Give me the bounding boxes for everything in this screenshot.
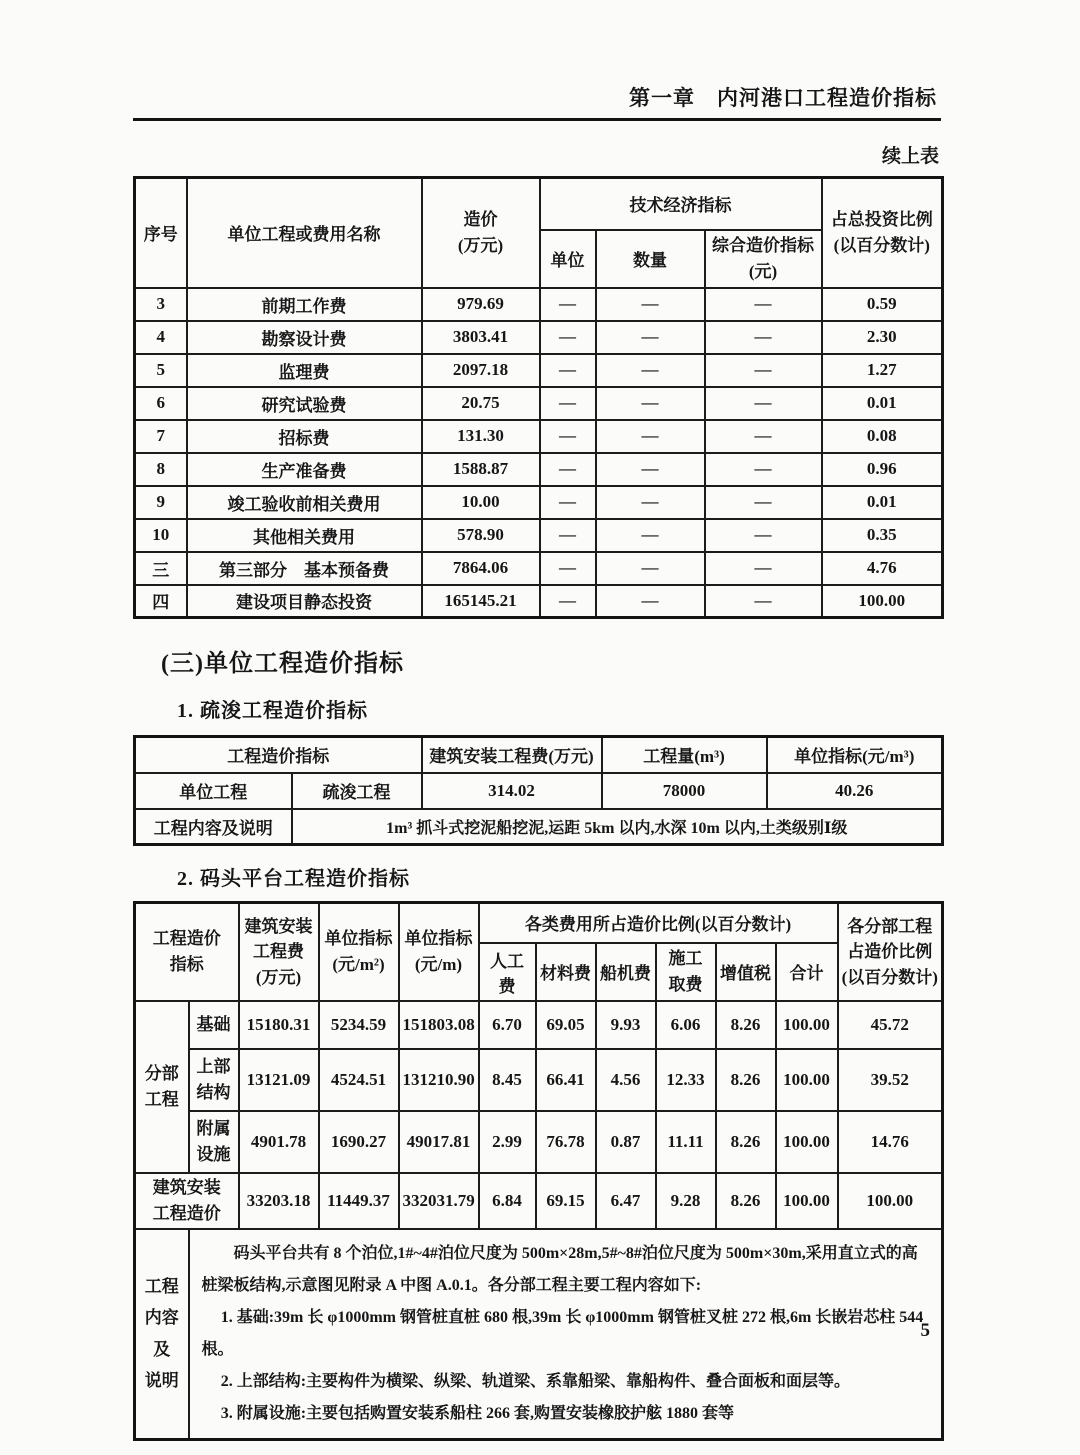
header-unit-m: [399, 903, 479, 1001]
notes-paragraph: 3. 附属设施:主要包括购置安装系船柱 266 套,购置安装橡胶护舷 1880 套等: [220, 1404, 735, 1422]
cell-unit: —: [540, 486, 596, 519]
table-row: [135, 773, 943, 809]
cell-part-name: [189, 1049, 239, 1111]
cell-index: —: [705, 552, 822, 585]
cell-value: 0.87: [596, 1111, 656, 1173]
cell-ratio: 0.96: [822, 453, 943, 486]
header-ratio: [822, 178, 943, 288]
cell-name: 生产准备费: [187, 453, 422, 486]
cell-value: 332031.79: [399, 1173, 479, 1229]
cell-index: —: [705, 453, 822, 486]
table-row: [135, 321, 943, 354]
notes-label-line4: 说明: [144, 1370, 179, 1390]
cell-cost: 1588.87: [422, 453, 540, 486]
header-ratio-line1: 占总投资比例: [830, 210, 933, 230]
table-row: [135, 519, 943, 552]
cell-index: —: [705, 288, 822, 321]
header-labor: 人工费: [479, 943, 536, 1001]
cost-summary-table: [133, 176, 944, 619]
cell-name: 第三部分 基本预备费: [187, 552, 422, 585]
header-fee-line2: 取费: [668, 974, 703, 994]
cell-name: 勘察设计费: [187, 321, 422, 354]
header-index: [705, 230, 822, 288]
cell-value: 4.56: [596, 1049, 656, 1111]
cell-ratio: 1.27: [822, 354, 943, 387]
note-label: 工程内容及说明: [135, 809, 292, 845]
continued-table-label: 续上表: [881, 146, 939, 167]
cell-index: —: [705, 354, 822, 387]
header-unit-m-line1: 单位指标: [404, 929, 473, 949]
cell-seq: 7: [135, 420, 187, 453]
total-row-label: [135, 1173, 239, 1229]
header-qty: 数量: [596, 230, 705, 288]
part-name-line2: 设施: [196, 1144, 231, 1164]
cell-part-name: [189, 1001, 239, 1049]
table-row: [135, 1001, 943, 1049]
cell-cost: 20.75: [422, 387, 540, 420]
header-cost-line3: (万元): [255, 967, 302, 987]
header-cost-line1: 建筑安装: [244, 916, 313, 936]
header-title-line2: 指标: [169, 954, 204, 974]
cell-value: 100.00: [776, 1111, 838, 1173]
cell-seq: 6: [135, 387, 187, 420]
header-unit-m-line2: (元/m): [414, 954, 463, 974]
cell-value: 131210.90: [399, 1049, 479, 1111]
cell-value: 76.78: [536, 1111, 596, 1173]
table-header-row: [135, 737, 943, 773]
table-row: [135, 420, 943, 453]
cell-value: 100.00: [776, 1173, 838, 1229]
cell-qty: —: [596, 552, 705, 585]
table-row: [135, 1111, 943, 1173]
cell-unit: —: [540, 354, 596, 387]
table-row: [135, 585, 943, 618]
notes-paragraph: 2. 上部结构:主要构件为横梁、纵梁、轨道梁、系靠船梁、靠船构件、叠合面板和面层等。: [220, 1372, 851, 1390]
cell-seq: 4: [135, 321, 187, 354]
notes-content: [189, 1229, 943, 1440]
cell-cost: 314.02: [422, 773, 602, 809]
page-number: 5: [920, 1320, 930, 1341]
cell-value: 45.72: [838, 1001, 943, 1049]
cell-name: 研究试验费: [187, 387, 422, 420]
table-row: [135, 1049, 943, 1111]
cell-value: 15180.31: [239, 1001, 319, 1049]
section-heading: (三)单位工程造价指标: [161, 651, 404, 677]
cell-unit-index: 40.26: [767, 773, 943, 809]
cell-ratio: 0.59: [822, 288, 943, 321]
cell-qty: —: [596, 420, 705, 453]
cell-unit: —: [540, 585, 596, 618]
dredging-cost-table: [133, 735, 944, 846]
cell-value: 6.47: [596, 1173, 656, 1229]
cell-value: 8.26: [716, 1049, 776, 1111]
cell-ratio: 0.01: [822, 387, 943, 420]
header-total: 合计: [776, 943, 838, 1001]
header-unit-m2-line1: 单位指标: [324, 929, 393, 949]
header-ratio-line2: (以百分数计): [833, 235, 930, 255]
notes-label-line2: 内容: [144, 1308, 179, 1328]
cell-value: 69.15: [536, 1173, 596, 1229]
header-unit-m2-line2: (元/m²): [332, 954, 385, 974]
cell-value: 151803.08: [399, 1001, 479, 1049]
total-label-line2: 工程造价: [152, 1203, 221, 1223]
header-title-line1: 工程造价: [152, 929, 221, 949]
cell-name: 前期工作费: [187, 288, 422, 321]
header-fee-line1: 施工: [668, 949, 703, 968]
cell-value: 49017.81: [399, 1111, 479, 1173]
total-label-line1: 建筑安装: [152, 1178, 221, 1197]
cell-qty: —: [596, 453, 705, 486]
cell-value: 6.84: [479, 1173, 536, 1229]
cell-category: 单位工程: [135, 773, 292, 809]
cell-cost: 2097.18: [422, 354, 540, 387]
subsection-heading-dredging: 1. 疏浚工程造价指标: [177, 700, 368, 722]
header-unit-m2: [319, 903, 399, 1001]
header-share-line1: 各分部工程: [847, 916, 933, 936]
cell-seq: 5: [135, 354, 187, 387]
cell-unit: —: [540, 321, 596, 354]
cell-project: 疏浚工程: [292, 773, 422, 809]
cell-value: 69.05: [536, 1001, 596, 1049]
header-cost: [239, 903, 319, 1001]
header-share-line2: 占造价比例: [847, 942, 933, 961]
cell-value: 33203.18: [239, 1173, 319, 1229]
part-name-line1: 附属: [196, 1119, 231, 1138]
cell-quantity: 78000: [602, 773, 767, 809]
cell-seq: 三: [135, 552, 187, 585]
notes-label: [135, 1229, 189, 1440]
cell-value: 8.26: [716, 1173, 776, 1229]
header-cost-line2: (万元): [457, 235, 504, 255]
table-row: [135, 288, 943, 321]
part-name-line1: 上部: [196, 1057, 231, 1076]
chapter-title: 第一章 内河港口工程造价指标: [629, 86, 937, 110]
cell-value: 2.99: [479, 1111, 536, 1173]
header-unit-index: 单位指标(元/m³): [767, 737, 943, 773]
cell-value: 11449.37: [319, 1173, 399, 1229]
table-note-row: [135, 809, 943, 845]
header-seq: 序号: [135, 178, 187, 288]
cell-unit: —: [540, 420, 596, 453]
cell-value: 6.06: [656, 1001, 716, 1049]
cell-value: 11.11: [656, 1111, 716, 1173]
header-unit: 单位: [540, 230, 596, 288]
wharf-cost-table: [133, 901, 944, 1441]
cell-index: —: [705, 486, 822, 519]
cell-value: 4901.78: [239, 1111, 319, 1173]
cell-value: 6.70: [479, 1001, 536, 1049]
subsection-heading-wharf: 2. 码头平台工程造价指标: [177, 868, 410, 890]
cell-unit: —: [540, 552, 596, 585]
notes-paragraph: 码头平台共有 8 个泊位,1#~4#泊位尺度为 500m×28m,5#~8#泊位尺度为 500m×30m,采用直立式的高桩梁板结构,示意图见附录 A 中图 A.0.1。各分部工程主要工程内容如下:: [201, 1244, 918, 1294]
cell-seq: 8: [135, 453, 187, 486]
cell-seq: 9: [135, 486, 187, 519]
cell-value: 9.28: [656, 1173, 716, 1229]
cell-index: —: [705, 585, 822, 618]
cell-ratio: 4.76: [822, 552, 943, 585]
cell-unit: —: [540, 519, 596, 552]
cell-name: 其他相关费用: [187, 519, 422, 552]
header-name: 单位工程或费用名称: [187, 178, 422, 288]
cell-name: 建设项目静态投资: [187, 585, 422, 618]
header-vat: 增值税: [716, 943, 776, 1001]
header-fee: [656, 943, 716, 1001]
table-row: [135, 387, 943, 420]
cell-qty: —: [596, 519, 705, 552]
cell-index: —: [705, 420, 822, 453]
cell-cost: 578.90: [422, 519, 540, 552]
table-total-row: [135, 1173, 943, 1229]
cell-qty: —: [596, 585, 705, 618]
header-tech-group: 技术经济指标: [540, 178, 822, 230]
cell-value: 66.41: [536, 1049, 596, 1111]
cell-cost: 7864.06: [422, 552, 540, 585]
cell-value: 13121.09: [239, 1049, 319, 1111]
cell-name: 监理费: [187, 354, 422, 387]
header-quantity: 工程量(m³): [602, 737, 767, 773]
cell-value: 9.93: [596, 1001, 656, 1049]
header-cost: 建筑安装工程费(万元): [422, 737, 602, 773]
note-text: 1m³ 抓斗式挖泥船挖泥,运距 5km 以内,水深 10m 以内,土类级别Ⅰ级: [292, 809, 943, 845]
header-share-line3: (以百分数计): [841, 967, 938, 987]
cell-ratio: 2.30: [822, 321, 943, 354]
cell-cost: 979.69: [422, 288, 540, 321]
cell-name: 竣工验收前相关费用: [187, 486, 422, 519]
cell-unit: —: [540, 387, 596, 420]
header-cost: [422, 178, 540, 288]
group-label: [135, 1001, 189, 1173]
cell-value: 8.26: [716, 1001, 776, 1049]
cell-unit: —: [540, 453, 596, 486]
header-machine: 船机费: [596, 943, 656, 1001]
cell-qty: —: [596, 486, 705, 519]
table-row: [135, 453, 943, 486]
cell-value: 100.00: [776, 1049, 838, 1111]
notes-label-line3: 及: [153, 1339, 171, 1359]
table-row: [135, 552, 943, 585]
cell-ratio: 0.35: [822, 519, 943, 552]
notes-paragraph: 1. 基础:39m 长 φ1000mm 钢管桩直桩 680 根,39m 长 φ1000mm 钢管桩叉桩 272 根,6m 长嵌岩芯柱 544 根。: [201, 1308, 924, 1358]
cell-value: 12.33: [656, 1049, 716, 1111]
cell-seq: 10: [135, 519, 187, 552]
header-share: [838, 903, 943, 1001]
cell-value: 100.00: [776, 1001, 838, 1049]
cell-value: 5234.59: [319, 1001, 399, 1049]
cell-value: 1690.27: [319, 1111, 399, 1173]
part-name-line2: 结构: [196, 1082, 231, 1102]
cell-seq: 3: [135, 288, 187, 321]
header-index-line2: (元): [748, 261, 778, 281]
cell-value: 8.45: [479, 1049, 536, 1111]
header-cost-line1: 造价: [463, 210, 498, 230]
header-title: [135, 903, 239, 1001]
cell-part-name: [189, 1111, 239, 1173]
cell-value: 4524.51: [319, 1049, 399, 1111]
notes-label-line1: 工程: [144, 1276, 179, 1296]
cell-seq: 四: [135, 585, 187, 618]
cell-qty: —: [596, 288, 705, 321]
header-index-line1: 综合造价指标: [712, 236, 815, 255]
cell-cost: 3803.41: [422, 321, 540, 354]
cell-qty: —: [596, 354, 705, 387]
cell-unit: —: [540, 288, 596, 321]
cell-index: —: [705, 321, 822, 354]
group-label-line1: 分部: [144, 1064, 179, 1083]
cell-value: 14.76: [838, 1111, 943, 1173]
cell-ratio: 0.01: [822, 486, 943, 519]
header-title: 工程造价指标: [135, 737, 422, 773]
cell-qty: —: [596, 387, 705, 420]
cell-name: 招标费: [187, 420, 422, 453]
cell-value: 8.26: [716, 1111, 776, 1173]
group-label-line2: 工程: [144, 1089, 179, 1109]
table-row: [135, 486, 943, 519]
header-rule: [133, 118, 941, 121]
header-pct-group: 各类费用所占造价比例(以百分数计): [479, 903, 838, 943]
header-material: 材料费: [536, 943, 596, 1001]
cell-ratio: 100.00: [822, 585, 943, 618]
table-notes-row: [135, 1229, 943, 1440]
table-row: [135, 354, 943, 387]
cell-value: 39.52: [838, 1049, 943, 1111]
part-name-line1: 基础: [196, 1014, 231, 1034]
cell-cost: 165145.21: [422, 585, 540, 618]
table-header-row: [135, 903, 943, 943]
cell-value: 100.00: [838, 1173, 943, 1229]
cell-cost: 131.30: [422, 420, 540, 453]
cell-index: —: [705, 519, 822, 552]
cell-cost: 10.00: [422, 486, 540, 519]
header-cost-line2: 工程费: [253, 942, 304, 961]
cell-index: —: [705, 387, 822, 420]
cell-ratio: 0.08: [822, 420, 943, 453]
cell-qty: —: [596, 321, 705, 354]
